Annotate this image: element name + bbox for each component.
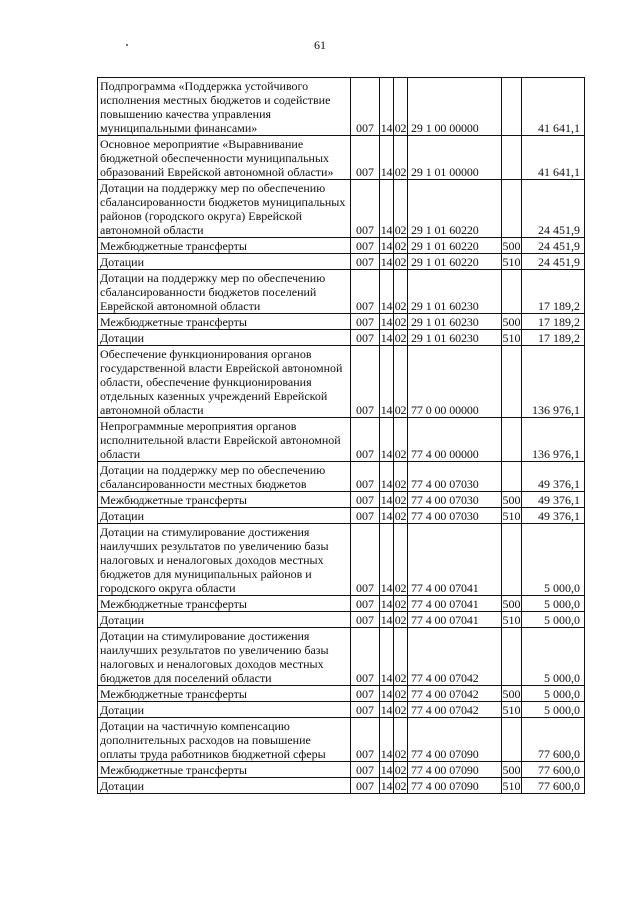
amount-cell: 5 000,0	[522, 628, 585, 686]
subsection-code-cell: 02	[394, 255, 407, 269]
amount-cell: 5 000,0	[522, 596, 585, 612]
target-article-cell: 77 4 00 07090	[408, 718, 502, 762]
target-article-cell: 77 4 00 07041	[408, 524, 502, 596]
expense-type-cell: 510	[502, 331, 521, 345]
expense-name-cell: Дотации	[98, 330, 351, 346]
grbs-code-cell: 007	[351, 628, 380, 686]
subsection-code-cell: 02	[394, 703, 407, 717]
grbs-code-cell: 007	[351, 270, 380, 314]
table-row	[98, 762, 585, 778]
subsection-code-cell: 02	[394, 718, 408, 762]
grbs-code-cell: 007	[351, 314, 380, 330]
expense-name-cell: Межбюджетные трансферты	[98, 762, 351, 778]
section-code-cell: 14	[380, 462, 394, 492]
table-row	[98, 346, 585, 418]
amount-cell: 17 189,2	[522, 314, 585, 330]
grbs-code-cell: 007	[351, 418, 380, 462]
expense-type-cell	[502, 524, 522, 596]
subsection-code-cell: 02	[394, 509, 407, 523]
grbs-code-cell: 007	[351, 136, 380, 180]
expense-name-cell: Дотации на частичную компенсацию дополнительных расходов на повышение оплаты труда работников бюджетной сферы	[98, 718, 351, 762]
target-article-cell: 77 4 00 07041	[408, 596, 502, 612]
expense-type-cell	[502, 270, 522, 314]
section-code-cell: 14	[380, 78, 394, 136]
table-row	[98, 418, 585, 462]
expense-type-cell: 500	[502, 597, 521, 611]
expense-name-cell: Межбюджетные трансферты	[98, 238, 351, 254]
target-article-cell: 29 1 01 60230	[408, 330, 502, 346]
subsection-code-cell: 02	[394, 180, 408, 238]
table-row	[98, 78, 585, 136]
section-code-cell: 14	[380, 509, 393, 523]
target-article-cell: 77 4 00 07030	[408, 492, 502, 508]
amount-cell: 136 976,1	[522, 418, 585, 462]
table-row	[98, 778, 585, 794]
table-row	[98, 686, 585, 702]
grbs-code-cell: 007	[351, 524, 380, 596]
subsection-code-cell: 02	[394, 239, 407, 253]
expense-type-cell: 500	[502, 763, 521, 777]
expense-name-cell: Дотации	[98, 702, 351, 718]
subsection-code-cell: 02	[394, 331, 407, 345]
target-article-cell: 29 1 01 60220	[408, 254, 502, 270]
expense-type-cell: 510	[502, 255, 521, 269]
expense-type-cell: 510	[502, 779, 521, 793]
section-code-cell: 14	[380, 613, 393, 627]
table-row	[98, 508, 585, 524]
grbs-code-cell: 007	[351, 762, 380, 778]
budget-table-body	[98, 78, 585, 794]
target-article-cell: 77 4 00 07041	[408, 612, 502, 628]
amount-cell: 24 451,9	[522, 254, 585, 270]
grbs-code-cell: 007	[351, 254, 380, 270]
expense-type-cell	[502, 462, 522, 492]
expense-type-cell: 510	[502, 509, 521, 523]
subsection-code-cell: 02	[394, 613, 407, 627]
section-code-cell: 14	[380, 346, 394, 418]
subsection-code-cell: 02	[394, 315, 407, 329]
target-article-cell: 77 4 00 07090	[408, 778, 502, 794]
section-code-cell: 14	[380, 703, 393, 717]
amount-cell: 17 189,2	[522, 330, 585, 346]
section-code-cell: 14	[380, 597, 393, 611]
grbs-code-cell: 007	[351, 596, 380, 612]
expense-type-cell: 500	[502, 315, 521, 329]
grbs-code-cell: 007	[351, 508, 380, 524]
grbs-code-cell: 007	[351, 330, 380, 346]
section-code-cell: 14	[380, 628, 394, 686]
target-article-cell: 77 4 00 07042	[408, 702, 502, 718]
amount-cell: 41 641,1	[522, 136, 585, 180]
grbs-code-cell: 007	[351, 702, 380, 718]
expense-name-cell: Дотации на поддержку мер по обеспечению сбалансированности местных бюджетов	[98, 462, 351, 492]
subsection-code-cell: 02	[394, 597, 407, 611]
amount-cell: 5 000,0	[522, 612, 585, 628]
table-row	[98, 238, 585, 254]
grbs-code-cell: 007	[351, 718, 380, 762]
target-article-cell: 77 4 00 07090	[408, 762, 502, 778]
expense-type-cell: 500	[502, 687, 521, 701]
subsection-code-cell: 02	[394, 779, 407, 793]
section-code-cell: 14	[380, 136, 394, 180]
target-article-cell: 29 1 01 60220	[408, 238, 502, 254]
scan-speck	[126, 44, 128, 46]
expense-name-cell: Дотации на поддержку мер по обеспечению сбалансированности бюджетов муниципальных районов (городского округа) Еврейской автономной области	[98, 180, 351, 238]
amount-cell: 5 000,0	[522, 702, 585, 718]
section-code-cell: 14	[380, 718, 394, 762]
amount-cell: 5 000,0	[522, 524, 585, 596]
amount-cell: 49 376,1	[522, 462, 585, 492]
expense-type-cell	[502, 718, 522, 762]
amount-cell: 41 641,1	[522, 78, 585, 136]
table-row	[98, 330, 585, 346]
expense-type-cell	[502, 136, 522, 180]
expense-name-cell: Непрограммные мероприятия органов исполнительной власти Еврейской автономной области	[98, 418, 351, 462]
subsection-code-cell: 02	[394, 524, 408, 596]
expense-name-cell: Дотации	[98, 612, 351, 628]
subsection-code-cell: 02	[394, 270, 408, 314]
section-code-cell: 14	[380, 315, 393, 329]
subsection-code-cell: 02	[394, 346, 408, 418]
expense-name-cell: Межбюджетные трансферты	[98, 492, 351, 508]
grbs-code-cell: 007	[351, 778, 380, 794]
subsection-code-cell: 02	[394, 462, 408, 492]
expense-name-cell: Основное мероприятие «Выравнивание бюджетной обеспеченности муниципальных образований Еврейской автономной области»	[98, 136, 351, 180]
amount-cell: 49 376,1	[522, 508, 585, 524]
amount-cell: 24 451,9	[522, 238, 585, 254]
amount-cell: 77 600,0	[522, 718, 585, 762]
target-article-cell: 29 1 01 60230	[408, 270, 502, 314]
expense-name-cell: Дотации на стимулирование достижения наилучших результатов по увеличению базы налоговых и неналоговых доходов местных бюджетов для поселений области	[98, 628, 351, 686]
expense-name-cell: Обеспечение функционирования органов государственной власти Еврейской автономной области, обеспечение функционирования отдельных казенных учреждений Еврейской автономной области	[98, 346, 351, 418]
expense-name-cell: Подпрограмма «Поддержка устойчивого исполнения местных бюджетов и содействие повышению качества управления муниципальными финансами»	[98, 78, 351, 136]
table-row	[98, 596, 585, 612]
section-code-cell: 14	[380, 239, 393, 253]
section-code-cell: 14	[380, 779, 393, 793]
expense-type-cell: 510	[502, 703, 521, 717]
grbs-code-cell: 007	[351, 78, 380, 136]
target-article-cell: 29 1 01 60220	[408, 180, 502, 238]
table-row	[98, 314, 585, 330]
amount-cell: 77 600,0	[522, 778, 585, 794]
target-article-cell: 77 0 00 00000	[408, 346, 502, 418]
subsection-code-cell: 02	[394, 493, 407, 507]
section-code-cell: 14	[380, 524, 394, 596]
table-row	[98, 702, 585, 718]
subsection-code-cell: 02	[394, 418, 408, 462]
table-row	[98, 462, 585, 492]
section-code-cell: 14	[380, 763, 393, 777]
target-article-cell: 77 4 00 00000	[408, 418, 502, 462]
target-article-cell: 29 1 00 00000	[408, 78, 502, 136]
target-article-cell: 29 1 01 00000	[408, 136, 502, 180]
grbs-code-cell: 007	[351, 492, 380, 508]
expense-type-cell	[502, 418, 522, 462]
table-row	[98, 628, 585, 686]
expense-type-cell: 510	[502, 613, 521, 627]
expense-type-cell: 500	[502, 239, 521, 253]
amount-cell: 17 189,2	[522, 270, 585, 314]
table-row	[98, 254, 585, 270]
target-article-cell: 77 4 00 07030	[408, 462, 502, 492]
expense-name-cell: Дотации	[98, 254, 351, 270]
section-code-cell: 14	[380, 418, 394, 462]
subsection-code-cell: 02	[394, 628, 408, 686]
table-row	[98, 136, 585, 180]
grbs-code-cell: 007	[351, 346, 380, 418]
expense-name-cell: Дотации	[98, 508, 351, 524]
amount-cell: 136 976,1	[522, 346, 585, 418]
expense-name-cell: Дотации	[98, 778, 351, 794]
page-number: 61	[314, 38, 326, 52]
amount-cell: 24 451,9	[522, 180, 585, 238]
section-code-cell: 14	[380, 331, 393, 345]
target-article-cell: 77 4 00 07042	[408, 686, 502, 702]
table-row	[98, 612, 585, 628]
grbs-code-cell: 007	[351, 238, 380, 254]
target-article-cell: 77 4 00 07042	[408, 628, 502, 686]
section-code-cell: 14	[380, 687, 393, 701]
expense-type-cell	[502, 180, 522, 238]
expense-name-cell: Межбюджетные трансферты	[98, 686, 351, 702]
budget-table	[97, 77, 585, 794]
expense-type-cell: 500	[502, 493, 521, 507]
amount-cell: 5 000,0	[522, 686, 585, 702]
section-code-cell: 14	[380, 493, 393, 507]
expense-name-cell: Межбюджетные трансферты	[98, 596, 351, 612]
section-code-cell: 14	[380, 270, 394, 314]
table-row	[98, 270, 585, 314]
amount-cell: 77 600,0	[522, 762, 585, 778]
grbs-code-cell: 007	[351, 180, 380, 238]
section-code-cell: 14	[380, 255, 393, 269]
expense-name-cell: Дотации на стимулирование достижения наилучших результатов по увеличению базы налоговых и неналоговых доходов местных бюджетов для муниципальных районов и городского округа области	[98, 524, 351, 596]
target-article-cell: 77 4 00 07030	[408, 508, 502, 524]
grbs-code-cell: 007	[351, 612, 380, 628]
table-row	[98, 524, 585, 596]
table-row	[98, 718, 585, 762]
table-row	[98, 492, 585, 508]
amount-cell: 49 376,1	[522, 492, 585, 508]
subsection-code-cell: 02	[394, 78, 408, 136]
expense-type-cell	[502, 628, 522, 686]
expense-name-cell: Дотации на поддержку мер по обеспечению сбалансированности бюджетов поселений Еврейской автономной области	[98, 270, 351, 314]
expense-type-cell	[502, 346, 522, 418]
target-article-cell: 29 1 01 60230	[408, 314, 502, 330]
table-row	[98, 180, 585, 238]
subsection-code-cell: 02	[394, 687, 407, 701]
subsection-code-cell: 02	[394, 136, 408, 180]
expense-type-cell	[502, 78, 522, 136]
subsection-code-cell: 02	[394, 763, 407, 777]
expense-name-cell: Межбюджетные трансферты	[98, 314, 351, 330]
grbs-code-cell: 007	[351, 462, 380, 492]
grbs-code-cell: 007	[351, 686, 380, 702]
section-code-cell: 14	[380, 180, 394, 238]
